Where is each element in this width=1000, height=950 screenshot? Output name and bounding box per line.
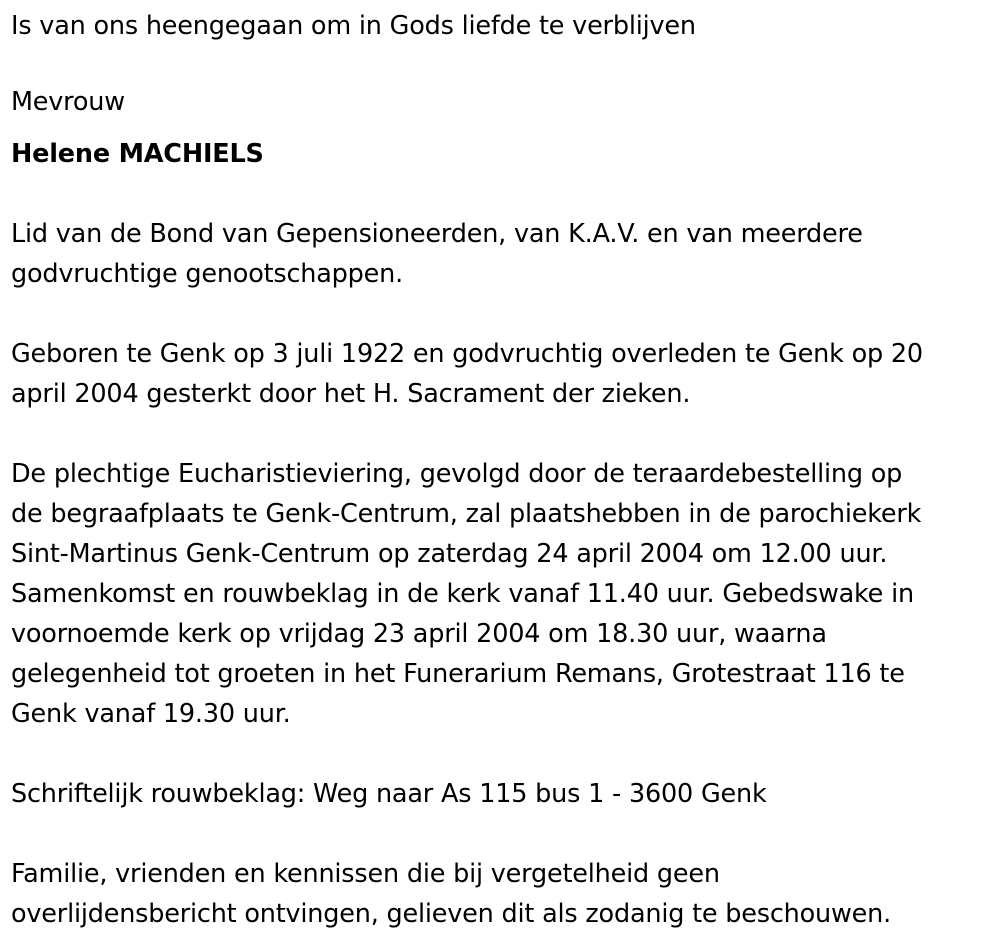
deceased-name: Helene MACHIELS: [11, 139, 264, 169]
family-note-line: overlijdensbericht ontvingen, gelieven dit als zodanig te beschouwen.: [11, 899, 892, 929]
birth-death-line: Geboren te Genk op 3 juli 1922 en godvruchtig overleden te Genk op 20: [11, 339, 923, 369]
intro-paragraph: [11, 6, 696, 46]
service-line: voornoemde kerk op vrijdag 23 april 2004 om 18.30 uur, waarna: [11, 619, 827, 649]
intro-line: Is van ons heengegaan om in Gods liefde te verblijven: [11, 11, 696, 41]
condolence-address: Schriftelijk rouwbeklag: Weg naar As 115 bus 1 - 3600 Genk: [11, 779, 767, 809]
service-line: gelegenheid tot groeten in het Funerarium Remans, Grotestraat 116 te: [11, 659, 905, 689]
membership-paragraph: [11, 214, 863, 294]
service-line: Samenkomst en rouwbeklag in de kerk vanaf 11.40 uur. Gebedswake in: [11, 579, 914, 609]
title-paragraph: [11, 82, 125, 122]
membership-line: godvruchtige genootschappen.: [11, 259, 404, 289]
family-note-paragraph: [11, 854, 891, 934]
honorific-title: Mevrouw: [11, 87, 125, 117]
service-line: de begraafplaats te Genk-Centrum, zal plaatshebben in de parochiekerk: [11, 499, 922, 529]
membership-line: Lid van de Bond van Gepensioneerden, van K.A.V. en van meerdere: [11, 219, 863, 249]
birth-death-line: april 2004 gesterkt door het H. Sacrament der zieken.: [11, 379, 691, 409]
family-note-line: Familie, vrienden en kennissen die bij vergetelheid geen: [11, 859, 720, 889]
service-line: Genk vanaf 19.30 uur.: [11, 699, 291, 729]
service-line: De plechtige Eucharistieviering, gevolgd door de teraardebestelling op: [11, 459, 903, 489]
name-paragraph: [11, 134, 264, 174]
condolence-address-paragraph: [11, 774, 767, 814]
service-line: Sint-Martinus Genk-Centrum op zaterdag 24 april 2004 om 12.00 uur.: [11, 539, 888, 569]
service-paragraph: [11, 454, 921, 734]
birth-death-paragraph: [11, 334, 923, 414]
